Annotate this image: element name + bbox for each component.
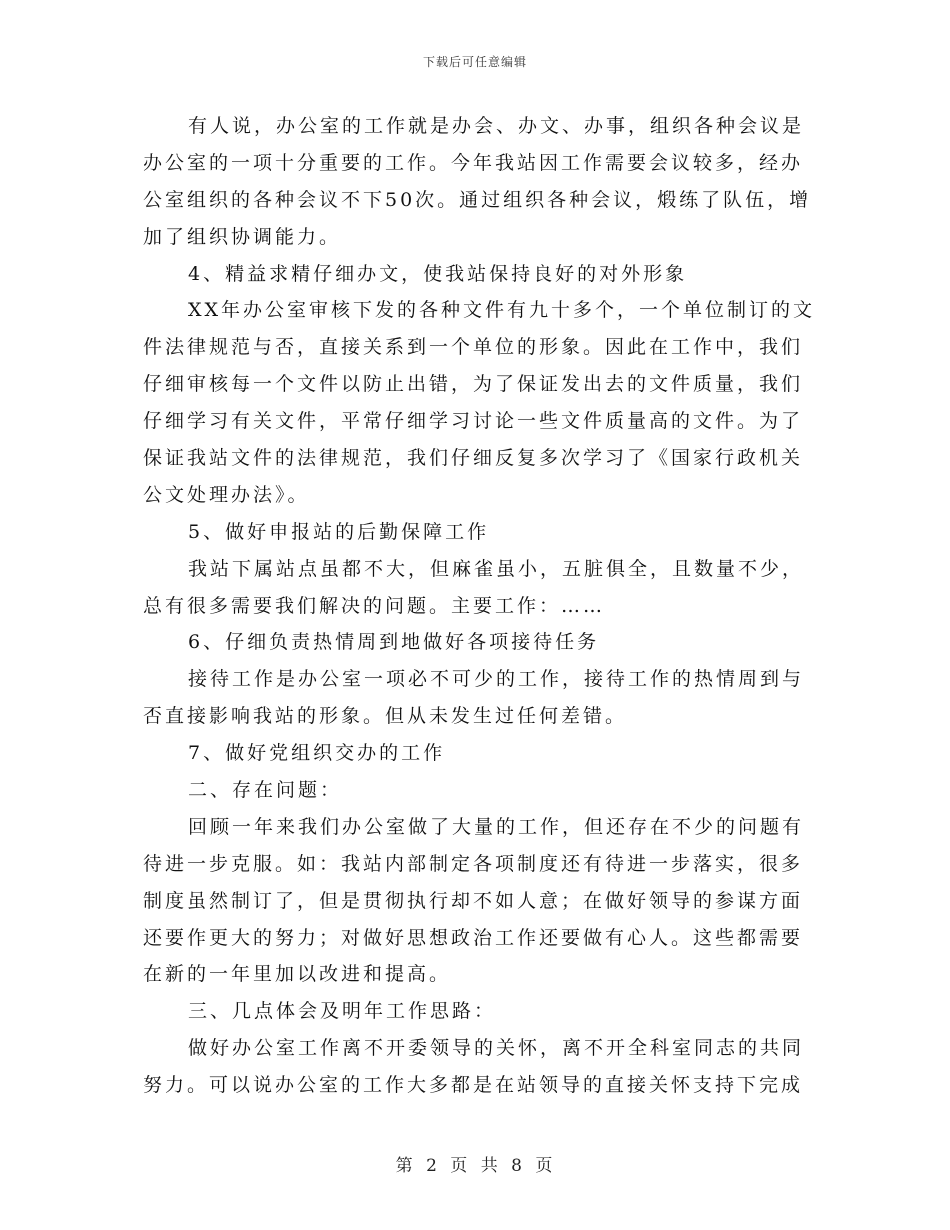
section-heading: 4、精益求精仔细办文，使我站保持良好的对外形象 (188, 262, 688, 285)
paragraph-line: 加了组织协调能力。 (143, 225, 342, 248)
paragraph-line: 否直接影响我站的形象。但从未发生过任何差错。 (143, 705, 628, 728)
paragraph-line: 待进一步克服。如：我站内部制定各项制度还有待进一步落实，很多 (143, 852, 804, 875)
paragraph-line: 回顾一年来我们办公室做了大量的工作，但还存在不少的问题有 (188, 815, 805, 838)
page-header: 下载后可任意编辑 (422, 55, 527, 69)
paragraph-line: 件法律规范与否，直接关系到一个单位的形象。因此在工作中，我们 (143, 336, 804, 359)
paragraph-line: 办公室的一项十分重要的工作。今年我站因工作需要会议较多，经办 (143, 151, 804, 174)
paragraph-line: 努力。可以说办公室的工作大多都是在站领导的直接关怀支持下完成 (143, 1074, 804, 1097)
paragraph-line: 接待工作是办公室一项必不可少的工作，接待工作的热情周到与 (188, 668, 805, 691)
paragraph-line: 做好办公室工作离不开委领导的关怀，离不开全科室同志的共同 (188, 1037, 805, 1060)
paragraph-line: 公室组织的各种会议不下50次。通过组织各种会议，煅练了队伍，增 (143, 188, 812, 211)
paragraph-line: 总有很多需要我们解决的问题。主要工作：…… (143, 594, 606, 617)
paragraph-line: 我站下属站点虽都不大，但麻雀虽小，五脏俱全，且数量不少， (188, 557, 805, 580)
section-heading: 三、几点体会及明年工作思路： (188, 1000, 497, 1023)
paragraph-line: 制度虽然制订了，但是贯彻执行却不如人意；在做好领导的参谋方面 (143, 889, 804, 912)
paragraph-line: 还要作更大的努力；对做好思想政治工作还要做有心人。这些都需要 (143, 926, 804, 949)
section-heading: 5、做好申报站的后勤保障工作 (188, 520, 490, 543)
document-body (143, 108, 816, 1104)
section-heading: 二、存在问题： (188, 779, 343, 802)
section-heading: 6、仔细负责热情周到地做好各项接待任务 (188, 631, 600, 654)
page-footer: 第 2 页 共 8 页 (395, 1156, 555, 1176)
paragraph-line: 有人说，办公室的工作就是办会、办文、办事，组织各种会议是 (188, 115, 805, 137)
paragraph-line: 保证我站文件的法律规范，我们仔细反复多次学习了《国家行政机关 (143, 447, 804, 470)
section-heading: 7、做好党组织交办的工作 (188, 742, 446, 765)
paragraph-line: 在新的一年里加以改进和提高。 (143, 963, 452, 986)
paragraph-line: 公文处理办法》。 (143, 483, 310, 506)
paragraph-line: 仔细审核每一个文件以防止出错，为了保证发出去的文件质量，我们 (143, 373, 804, 396)
paragraph-line: XX年办公室审核下发的各种文件有九十多个，一个单位制订的文 (188, 299, 816, 322)
paragraph-line: 仔细学习有关文件，平常仔细学习讨论一些文件质量高的文件。为了 (143, 410, 804, 433)
